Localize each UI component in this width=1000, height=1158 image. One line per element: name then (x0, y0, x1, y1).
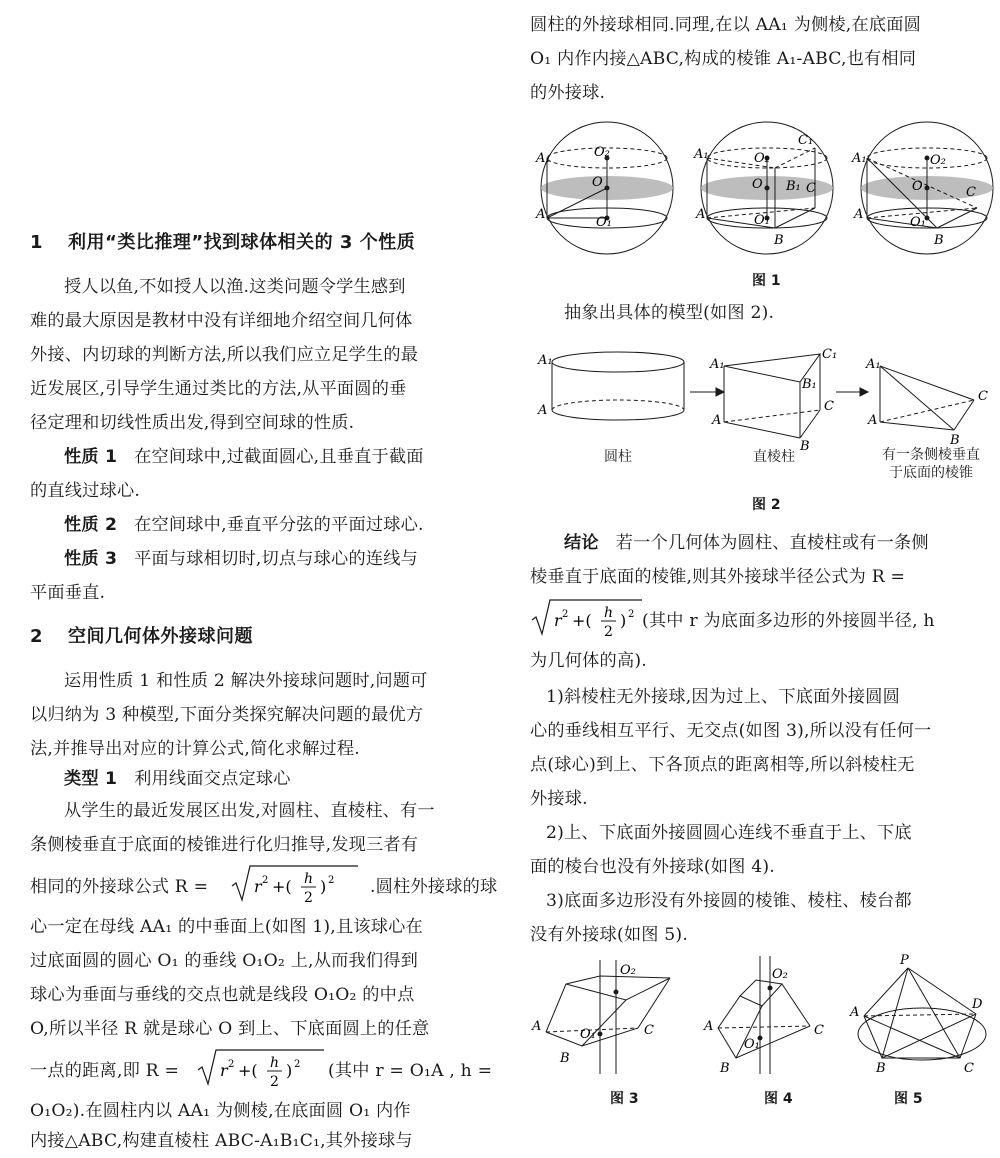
radius-formula-1 (230, 862, 360, 906)
arrow-1 (690, 388, 724, 396)
svg-text:+(: +( (272, 877, 292, 896)
item-line-7: 3)底面多边形没有外接圆的棱锥、棱柱、棱台都 (546, 891, 912, 911)
intro-line-1: 授人以鱼,不如授人以渔.这类问题令学生感到 (64, 277, 406, 297)
svg-text:+(: +( (572, 611, 592, 630)
cylinder (552, 352, 684, 420)
svg-text:O₁: O₁ (596, 215, 612, 230)
svg-text:2: 2 (262, 875, 269, 886)
intro-line-2: 难的最大原因是教材中没有详细地介绍空间几何体 (30, 311, 413, 331)
intro-line-4: 近发展区,引导学生通过类比的方法,从平面圆的垂 (30, 379, 407, 399)
fig2-label-prism: 直棱柱 (753, 449, 795, 465)
t1-line-8-end: (其中 r = O₁A , h = (328, 1061, 493, 1081)
type-1-label: 类型 1 (64, 769, 118, 789)
svg-text:A: A (538, 403, 548, 418)
figure-4-caption: 图 4 (764, 1091, 793, 1107)
svg-text:O₁: O₁ (754, 213, 770, 228)
item-line-1: 1)斜棱柱无外接球,因为过上、下底面外接圆圆 (546, 687, 901, 707)
svg-text:O: O (912, 179, 923, 194)
svg-text:A₁: A₁ (538, 353, 553, 368)
svg-text:O₁: O₁ (580, 1027, 596, 1042)
property-3-label: 性质 3 (64, 549, 118, 569)
item-line-3: 点(球心)到上、下各顶点的距离相等,所以斜棱柱无 (530, 755, 915, 775)
conclusion-line-4: 为几何体的高). (530, 651, 647, 671)
radius-formula-2 (196, 1046, 326, 1090)
property-3: 性质 3 平面与球相切时,切点与球心的连线与 (64, 549, 418, 569)
figure-3-caption: 图 3 (610, 1091, 639, 1107)
svg-text:A: A (868, 413, 878, 428)
svg-text:A: A (854, 207, 864, 222)
figure-2-caption: 图 2 (752, 497, 781, 513)
svg-text:h: h (604, 605, 614, 621)
s2-line-1: 运用性质 1 和性质 2 解决外接球问题时,问题可 (64, 671, 428, 691)
svg-text:P: P (900, 953, 909, 968)
svg-text:B₁: B₁ (786, 179, 801, 194)
t1-line-3: 相同的外接球公式 R = (30, 877, 209, 897)
top-line-3: 的外接球. (530, 83, 606, 103)
fig2-label-pyramid: 有一条侧棱垂直 于底面的棱锥 (882, 447, 980, 481)
svg-text:): ) (286, 1061, 293, 1080)
svg-text:C: C (806, 181, 816, 196)
svg-text:C: C (814, 1023, 824, 1038)
svg-text:A₁: A₁ (852, 151, 867, 166)
svg-text:h: h (304, 871, 314, 887)
t1-line-5: 过底面圆的圆心 O₁ 的垂线 O₁O₂ 上,从而我们得到 (30, 951, 419, 971)
svg-text:O₁: O₁ (744, 1037, 760, 1052)
svg-text:A₁: A₁ (536, 151, 551, 166)
t1-line-2: 条侧棱垂直于底面的棱锥进行化归推导,发现三者有 (30, 835, 419, 855)
item-line-5: 2)上、下底面外接圆圆心连线不垂直于上、下底 (546, 823, 912, 843)
svg-text:B: B (774, 233, 784, 248)
sphere-1 (541, 122, 673, 254)
figure-5 (858, 968, 986, 1060)
figure-1 (530, 126, 992, 266)
svg-text:O₂: O₂ (930, 153, 946, 168)
t1-line-3-end: .圆柱外接球的球 (370, 877, 498, 897)
svg-text:+(: +( (238, 1061, 258, 1080)
t1-line-8: 一点的距离,即 R = (30, 1061, 180, 1081)
property-2: 性质 2 在空间球中,垂直平分弦的平面过球心. (64, 515, 424, 535)
svg-text:B: B (934, 233, 944, 248)
svg-text:C₁: C₁ (798, 133, 814, 148)
conclusion: 结论 若一个几何体为圆柱、直棱柱或有一条侧 (564, 533, 929, 553)
fig2-label-cylinder: 圆柱 (604, 449, 632, 465)
svg-text:O: O (752, 177, 763, 192)
svg-text:C₁: C₁ (822, 347, 838, 362)
property-1: 性质 1 在空间球中,过截面圆心,且垂直于截面 (64, 447, 424, 467)
conclusion-line-3: (其中 r 为底面多边形的外接圆半径, h (642, 611, 935, 631)
figure-1-caption: 图 1 (752, 273, 781, 289)
property-2-label: 性质 2 (64, 515, 118, 535)
svg-text:): ) (320, 877, 327, 896)
type-1-heading: 类型 1 利用线面交点定球心 (64, 769, 291, 789)
svg-text:2: 2 (328, 875, 335, 886)
s2-line-2: 以归纳为 3 种模型,下面分类探究解决问题的最优方 (30, 705, 424, 725)
svg-text:C: C (978, 389, 988, 404)
svg-text:C: C (824, 399, 834, 414)
svg-text:O₁: O₁ (910, 215, 926, 230)
svg-text:A: A (532, 1019, 542, 1034)
svg-text:C: C (644, 1023, 654, 1038)
item-line-6: 面的棱台也没有外接球(如图 4). (530, 857, 775, 877)
item-line-8: 没有外接球(如图 5). (530, 925, 688, 945)
svg-text:B: B (560, 1051, 570, 1066)
svg-text:): ) (620, 611, 627, 630)
figures-3-4-5 (530, 954, 992, 1084)
svg-text:r: r (220, 1061, 228, 1080)
intro-line-3: 外接、内切球的判断方法,所以我们应立足学生的最 (30, 345, 419, 365)
top-line-2: O₁ 内作内接△ABC,构成的棱锥 A₁-ABC,也有相同 (530, 49, 917, 69)
svg-text:A: A (536, 207, 546, 222)
pyramid (880, 366, 974, 430)
conclusion-label: 结论 (564, 533, 599, 553)
property-1-label: 性质 1 (64, 447, 118, 467)
arrow-2 (836, 388, 868, 396)
svg-text:O₂: O₂ (754, 151, 770, 166)
svg-text:2: 2 (294, 1059, 301, 1070)
s2-line-3: 法,并推导出对应的计算公式,简化求解过程. (30, 739, 360, 759)
figure-2 (530, 340, 992, 454)
svg-text:O₂: O₂ (594, 145, 610, 160)
t1-line-10: 内接△ABC,构建直棱柱 ABC-A₁B₁C₁,其外接球与 (30, 1131, 413, 1151)
svg-text:A₁: A₁ (866, 357, 881, 372)
t1-line-6: 球心为垂面与垂线的交点也就是线段 O₁O₂ 的中点 (30, 985, 415, 1005)
section-1-heading: 1 利用“类比推理”找到球体相关的 3 个性质 (30, 232, 416, 253)
svg-text:O₂: O₂ (772, 967, 788, 982)
svg-text:A: A (712, 413, 722, 428)
t1-line-7: O,所以半径 R 就是球心 O 到上、下底面圆上的任意 (30, 1019, 430, 1039)
svg-text:D: D (972, 997, 983, 1012)
t1-line-9: O₁O₂).在圆柱内以 AA₁ 为侧棱,在底面圆 O₁ 内作 (30, 1101, 411, 1121)
svg-text:r: r (254, 877, 262, 896)
svg-text:2: 2 (304, 890, 313, 906)
svg-text:C: C (966, 185, 976, 200)
svg-text:B: B (720, 1061, 730, 1076)
intro-line-5: 径定理和切线性质出发,得到空间球的性质. (30, 413, 355, 433)
svg-text:B: B (876, 1061, 886, 1076)
svg-text:2: 2 (604, 624, 613, 640)
svg-text:B: B (950, 433, 960, 448)
svg-text:2: 2 (270, 1074, 279, 1090)
svg-text:2: 2 (228, 1059, 235, 1070)
top-line-1: 圆柱的外接球相同.同理,在以 AA₁ 为侧棱,在底面圆 (530, 15, 921, 35)
svg-text:A₁: A₁ (694, 147, 709, 162)
svg-text:A: A (704, 1019, 714, 1034)
svg-text:A₁: A₁ (710, 357, 725, 372)
prism (724, 354, 820, 438)
svg-text:C: C (964, 1061, 974, 1076)
property-1-cont: 的直线过球心. (30, 481, 140, 501)
property-3-cont: 平面垂直. (30, 583, 106, 603)
figure-5-caption: 图 5 (894, 1091, 923, 1107)
svg-text:2: 2 (562, 609, 569, 620)
svg-text:A: A (696, 207, 706, 222)
section-2-heading: 2 空间几何体外接球问题 (30, 626, 253, 647)
svg-text:2: 2 (628, 609, 635, 620)
t1-line-1: 从学生的最近发展区出发,对圆柱、直棱柱、有一 (64, 801, 435, 821)
svg-text:h: h (270, 1055, 280, 1071)
svg-text:O: O (592, 175, 603, 190)
item-line-4: 外接球. (530, 789, 588, 809)
conclusion-line-2: 棱垂直于底面的棱锥,则其外接球半径公式为 R = (530, 567, 906, 587)
item-line-2: 心的垂线相互平行、无交点(如图 3),所以没有任何一 (530, 721, 932, 741)
abstract-line: 抽象出具体的模型(如图 2). (564, 303, 775, 323)
figure-4 (718, 956, 810, 1074)
svg-text:r: r (554, 611, 562, 630)
svg-text:B: B (800, 439, 810, 454)
svg-text:B₁: B₁ (802, 377, 817, 392)
svg-text:A: A (850, 1005, 860, 1020)
t1-line-4: 心一定在母线 AA₁ 的中垂面上(如图 1),且该球心在 (30, 917, 423, 937)
radius-formula-3 (530, 596, 660, 640)
svg-text:O₂: O₂ (620, 963, 636, 978)
